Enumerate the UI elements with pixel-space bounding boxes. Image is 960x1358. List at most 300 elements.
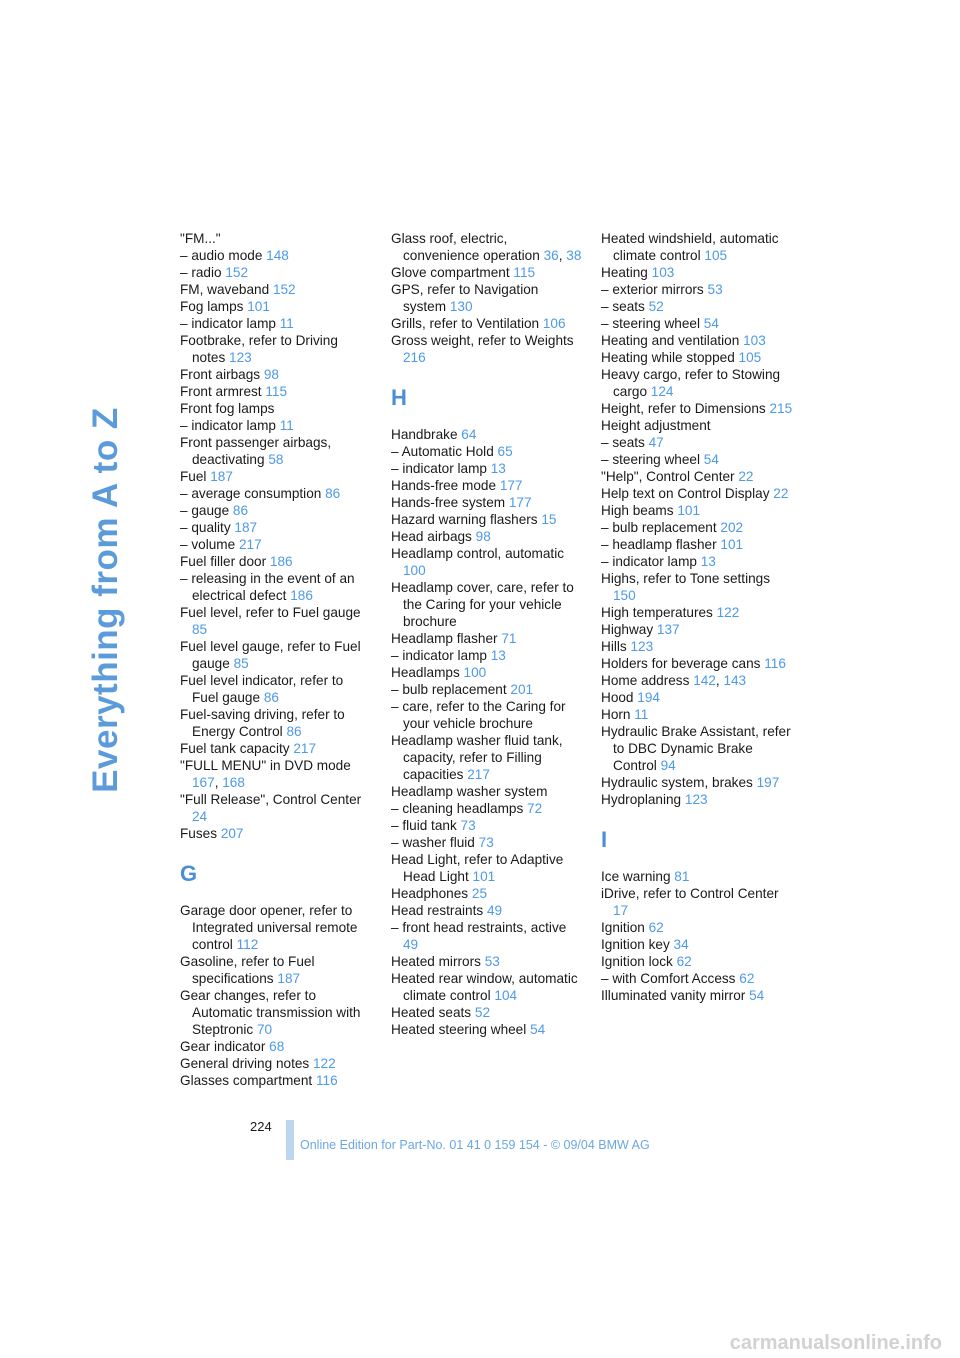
page-reference-link[interactable]: 207: [220, 826, 244, 841]
index-entry-text: – indicator lamp: [391, 648, 487, 663]
index-entry-text: Holders for beverage cans: [601, 656, 761, 671]
index-entry: [601, 434, 793, 451]
page-reference-link[interactable]: 177: [499, 478, 523, 493]
index-entry: [601, 281, 793, 298]
index-entry: [180, 298, 372, 315]
page-reference-link[interactable]: 94: [660, 758, 676, 773]
page-reference-link[interactable]: 72: [527, 801, 543, 816]
page-reference-link[interactable]: 13: [700, 554, 716, 569]
index-entry: [601, 655, 793, 672]
page-reference-link[interactable]: 123: [684, 792, 708, 807]
index-entry-text: – indicator lamp: [180, 316, 276, 331]
index-entry-text: – gauge: [180, 503, 230, 518]
page-reference-link[interactable]: 167: [192, 775, 215, 790]
page-reference-link[interactable]: 123: [630, 639, 654, 654]
index-entry: [180, 1055, 372, 1072]
index-entry-text: Fuel tank capacity: [180, 741, 290, 756]
page-reference-link[interactable]: 217: [238, 537, 262, 552]
index-entry-text: Hydraulic Brake Assistant, refer to DBC Dynamic Brake Control: [601, 724, 791, 773]
index-entry-text: – indicator lamp: [601, 554, 697, 569]
index-entry-text: – indicator lamp: [180, 418, 276, 433]
index-entry-text: Fuel level gauge, refer to Fuel gauge: [180, 639, 361, 671]
page-reference-link[interactable]: 122: [313, 1056, 336, 1071]
page-reference-link[interactable]: 81: [674, 869, 690, 884]
page-reference-link[interactable]: 194: [637, 690, 660, 705]
page-reference-link[interactable]: 34: [673, 937, 689, 952]
index-entry-text: Fuel level, refer to Fuel gauge: [180, 605, 361, 620]
index-entry-text: Heated seats: [391, 1005, 472, 1020]
index-entry: [180, 536, 372, 553]
page-reference-link[interactable]: 11: [279, 316, 294, 331]
index-entry: Home address 142, 143: [601, 673, 747, 688]
index-entry-text: Height adjustment: [601, 418, 711, 433]
index-entry-text: Glasses compartment: [180, 1073, 313, 1088]
page-reference-link[interactable]: 216: [403, 350, 426, 365]
page-reference-link[interactable]: 54: [749, 988, 765, 1003]
page-reference-link[interactable]: 186: [290, 588, 313, 603]
index-entry-text: Ignition lock: [601, 954, 673, 969]
index-entry-text: – headlamp flasher: [601, 537, 717, 552]
page-reference-link[interactable]: 115: [265, 384, 288, 399]
index-entry: [180, 332, 372, 366]
page-reference-link[interactable]: 143: [723, 673, 747, 688]
index-entry-text: Fuses: [180, 826, 218, 841]
index-entry: [601, 451, 793, 468]
index-entry-text: Front fog lamps: [180, 401, 275, 416]
index-entry: [391, 1021, 583, 1038]
index-entry-text: Ice warning: [601, 869, 671, 884]
page-reference-link[interactable]: 168: [222, 775, 245, 790]
index-entry-text: – steering wheel: [601, 316, 700, 331]
index-entry: [601, 774, 793, 791]
page-reference-link[interactable]: 116: [764, 656, 786, 671]
page-reference-link[interactable]: 22: [773, 486, 789, 501]
page-reference-link[interactable]: 24: [192, 809, 208, 824]
page-reference-link[interactable]: 36: [543, 248, 559, 263]
index-entry-text: Front passenger airbags, deactivating: [180, 435, 332, 467]
page-reference-link[interactable]: 148: [266, 248, 289, 263]
index-entry: [391, 315, 583, 332]
page-reference-link[interactable]: 187: [210, 469, 233, 484]
index-entry-text: – front head restraints, active: [391, 920, 567, 935]
index-entry: [391, 264, 583, 281]
index-entry-text: Gross weight, refer to Weights: [391, 333, 574, 348]
page-reference-link[interactable]: 54: [530, 1022, 546, 1037]
page-reference-link[interactable]: 25: [471, 886, 488, 901]
page-reference-link[interactable]: 101: [472, 869, 496, 884]
index-entry: [601, 417, 793, 434]
index-entry-text: Highway: [601, 622, 654, 637]
index-entry-text: Heated mirrors: [391, 954, 481, 969]
index-entry-text: – steering wheel: [601, 452, 700, 467]
page-reference-link[interactable]: 187: [277, 971, 301, 986]
index-entry: [180, 987, 372, 1038]
page-reference-link[interactable]: 112: [236, 937, 259, 952]
page-reference-link[interactable]: 201: [510, 682, 534, 697]
index-entry-text: Head Light, refer to Adaptive Head Light: [391, 852, 564, 884]
index-entry: [180, 740, 372, 757]
index-entry: [601, 723, 793, 774]
index-entry-text: – indicator lamp: [391, 461, 487, 476]
index-entry-text: Hood: [601, 690, 634, 705]
index-entry: [601, 536, 793, 553]
page-reference-link[interactable]: 202: [720, 520, 744, 535]
page-reference-link[interactable]: 47: [648, 435, 664, 450]
page-reference-link[interactable]: 123: [229, 350, 252, 365]
index-entry: [601, 706, 793, 723]
index-entry-text: Height, refer to Dimensions: [601, 401, 766, 416]
index-entry: [391, 579, 583, 630]
index-entry: [180, 604, 372, 638]
page-reference-link[interactable]: 217: [467, 767, 490, 782]
index-entry: [391, 332, 583, 366]
page-reference-link[interactable]: 98: [263, 367, 279, 382]
page-reference-link[interactable]: 103: [651, 265, 675, 280]
index-column-1: [180, 230, 372, 1089]
index-entry: [391, 919, 583, 953]
index-entry-text: – Automatic Hold: [391, 444, 494, 459]
index-entry-text: Heating while stopped: [601, 350, 735, 365]
index-entry-text: Hills: [601, 639, 627, 654]
index-entry: [391, 494, 583, 511]
page-reference-link[interactable]: 13: [490, 461, 506, 476]
index-entry: [180, 366, 372, 383]
index-entry-text: – bulb replacement: [601, 520, 717, 535]
index-entry-text: Heating: [601, 265, 648, 280]
index-entry-text: Gear indicator: [180, 1039, 266, 1054]
page-reference-link[interactable]: 85: [233, 656, 249, 671]
page-reference-link[interactable]: 11: [634, 707, 649, 722]
index-entry-text: iDrive, refer to Control Center: [601, 886, 779, 901]
page-reference-link[interactable]: 68: [269, 1039, 285, 1054]
index-entry: [601, 502, 793, 519]
index-entry: [391, 664, 583, 681]
index-entry: [601, 519, 793, 536]
index-entry-text: Hands-free mode: [391, 478, 497, 493]
page-reference-link[interactable]: 137: [656, 622, 680, 637]
page-reference-link[interactable]: 152: [225, 265, 249, 280]
index-entry-text: High beams: [601, 503, 674, 518]
index-entry-text: "FM...": [180, 231, 221, 246]
page-reference-link[interactable]: 86: [263, 690, 279, 705]
index-entry-text: Fuel filler door: [180, 554, 267, 569]
index-entry: [601, 868, 793, 885]
page-reference-link[interactable]: 105: [738, 350, 762, 365]
index-entry-text: FM, waveband: [180, 282, 270, 297]
index-entry-text: Highs, refer to Tone settings: [601, 571, 771, 586]
footer-bar: [286, 1120, 294, 1160]
index-entry: [391, 281, 583, 315]
index-entry-text: Hydroplaning: [601, 792, 682, 807]
page-reference-link[interactable]: 49: [486, 903, 503, 918]
index-entry-text: Headlamps: [391, 665, 460, 680]
index-entry: [391, 783, 583, 800]
index-entry: [601, 919, 793, 936]
index-entry-text: Front armrest: [180, 384, 262, 399]
index-entry: [180, 485, 372, 502]
index-entry-text: – audio mode: [180, 248, 263, 263]
page-reference-link[interactable]: 186: [269, 554, 293, 569]
index-column-3: [601, 230, 793, 1004]
index-entry: [391, 528, 583, 545]
index-entry: [601, 791, 793, 808]
page-reference-link[interactable]: 142: [693, 673, 716, 688]
index-entry-text: Fog lamps: [180, 299, 244, 314]
watermark: carmanualsonline.info: [729, 1332, 942, 1354]
index-entry: [601, 349, 793, 366]
footer-text: Online Edition for Part-No. 01 41 0 159 154 - © 09/04 BMW AG: [300, 1138, 650, 1152]
index-entry-text: Hands-free system: [391, 495, 506, 510]
index-entry: [180, 519, 372, 536]
index-entry-text: "Full Release", Control Center: [180, 792, 362, 807]
page-reference-link[interactable]: 197: [756, 775, 780, 790]
index-entry: [180, 791, 372, 825]
page-reference-link[interactable]: 217: [293, 741, 317, 756]
index-entry: [601, 885, 793, 919]
index-letter-heading: H: [391, 385, 407, 410]
index-entry-text: Heated rear window, automatic climate control: [391, 971, 578, 1003]
index-entry-text: Footbrake, refer to Driving notes: [180, 333, 338, 365]
page-reference-link[interactable]: 62: [676, 954, 692, 969]
index-entry: [391, 443, 583, 460]
page-reference-link[interactable]: 17: [613, 903, 629, 918]
index-entry-text: Home address: [601, 673, 690, 688]
index-entry-text: Head airbags: [391, 529, 472, 544]
page-reference-link[interactable]: 104: [494, 988, 518, 1003]
page-reference-link[interactable]: 73: [478, 835, 494, 850]
index-entry: [601, 987, 793, 1004]
page-reference-link[interactable]: 85: [192, 622, 208, 637]
page-reference-link[interactable]: 86: [286, 724, 302, 739]
index-entry-text: – care, refer to the Caring for your vehicle brochure: [391, 699, 566, 731]
index-entry-text: Heavy cargo, refer to Stowing cargo: [601, 367, 781, 399]
index-entry-text: Front airbags: [180, 367, 261, 382]
index-entry: [391, 817, 583, 834]
page-reference-link[interactable]: 105: [704, 248, 728, 263]
index-entry: [601, 604, 793, 621]
index-entry-text: Horn: [601, 707, 631, 722]
index-entry: [180, 247, 372, 264]
page-reference-link[interactable]: 101: [677, 503, 701, 518]
page-reference-link[interactable]: 187: [234, 520, 258, 535]
index-entry-text: – volume: [180, 537, 236, 552]
page-reference-link[interactable]: 11: [279, 418, 294, 433]
page-reference-link[interactable]: 101: [247, 299, 270, 314]
page-reference-link[interactable]: 54: [703, 452, 719, 467]
index-entry: [391, 681, 583, 698]
index-entry-text: – with Comfort Access: [601, 971, 736, 986]
index-entry: [601, 621, 793, 638]
index-entry: [391, 460, 583, 477]
page-reference-link[interactable]: 86: [325, 486, 341, 501]
index-entry: [391, 953, 583, 970]
index-entry-text: Headphones: [391, 886, 469, 901]
page-reference-link[interactable]: 15: [541, 512, 557, 527]
index-entry-text: Ignition key: [601, 937, 670, 952]
page-reference-link[interactable]: 100: [403, 563, 426, 578]
page-reference-link[interactable]: 130: [449, 299, 473, 314]
page-reference-link[interactable]: 53: [484, 954, 500, 969]
index-entry-text: – average consumption: [180, 486, 322, 501]
index-entry-text: Grills, refer to Ventilation: [391, 316, 540, 331]
index-entry-text: Gasoline, refer to Fuel specifications: [180, 954, 315, 986]
index-entry-text: Ignition: [601, 920, 645, 935]
index-entry: [601, 953, 793, 970]
page-reference-link[interactable]: 22: [738, 469, 754, 484]
index-entry: [180, 825, 372, 842]
index-entry: [601, 332, 793, 349]
page-reference-link[interactable]: 70: [257, 1022, 273, 1037]
page-reference-link[interactable]: 52: [648, 299, 664, 314]
page-reference-link[interactable]: 53: [707, 282, 723, 297]
index-entry: [180, 434, 372, 468]
index-entry-text: – washer fluid: [391, 835, 475, 850]
index-entry-text: Heated windshield, automatic climate control: [601, 231, 779, 263]
index-entry-text: Garage door opener, refer to Integrated universal remote control: [180, 903, 358, 952]
index-entry: [180, 417, 372, 434]
side-title: Everything from A to Z: [86, 407, 125, 793]
page-reference-link[interactable]: 65: [497, 444, 513, 459]
index-entry-text: – fluid tank: [391, 818, 457, 833]
index-entry-text: Hazard warning flashers: [391, 512, 538, 527]
page-reference-link[interactable]: 58: [268, 452, 284, 467]
index-entry-text: GPS, refer to Navigation system: [391, 282, 539, 314]
index-entry: [391, 970, 583, 1004]
index-entry: [391, 800, 583, 817]
page-reference-link[interactable]: 64: [461, 427, 477, 442]
page-reference-link[interactable]: 54: [703, 316, 719, 331]
page-reference-link[interactable]: 106: [542, 316, 566, 331]
index-entry: [180, 230, 372, 247]
index-entry: [391, 477, 583, 494]
index-entry: [601, 485, 793, 502]
index-letter-heading: I: [601, 827, 608, 852]
index-entry: [180, 400, 372, 417]
index-entry: [180, 1072, 372, 1089]
page-reference-link[interactable]: 116: [316, 1073, 338, 1088]
index-entry: [601, 230, 793, 264]
page-reference-link[interactable]: 86: [232, 503, 249, 518]
index-entry-text: Heating and ventilation: [601, 333, 740, 348]
index-entry: [601, 298, 793, 315]
index-entry-text: Handbrake: [391, 427, 458, 442]
index-entry-text: – quality: [180, 520, 231, 535]
index-entry-text: Headlamp cover, care, refer to the Caring for your vehicle brochure: [391, 580, 574, 629]
page-number: 224: [250, 1119, 272, 1134]
page-reference-link[interactable]: 62: [648, 920, 664, 935]
index-entry-text: "FULL MENU" in DVD mode: [180, 758, 351, 773]
page-reference-link[interactable]: 52: [474, 1005, 491, 1020]
index-entry: [180, 553, 372, 570]
index-entry-text: Hydraulic system, brakes: [601, 775, 753, 790]
index-entry: [180, 281, 372, 298]
index-entry-text: Glove compartment: [391, 265, 510, 280]
index-entry: [180, 638, 372, 672]
index-entry-text: – exterior mirrors: [601, 282, 704, 297]
index-entry: "FULL MENU" in DVD mode 167, 168: [180, 758, 351, 790]
page-reference-link[interactable]: 98: [475, 529, 491, 544]
index-entry-text: Fuel level indicator, refer to Fuel gauge: [180, 673, 344, 705]
index-entry-text: General driving notes: [180, 1056, 310, 1071]
page-reference-link[interactable]: 152: [272, 282, 296, 297]
index-entry: [180, 706, 372, 740]
index-entry-text: – radio: [180, 265, 222, 280]
page-reference-link[interactable]: 115: [513, 265, 536, 280]
index-entry: [180, 570, 372, 604]
index-entry-text: Headlamp washer system: [391, 784, 548, 799]
index-entry: [180, 953, 372, 987]
index-entry-text: – seats: [601, 435, 645, 450]
index-entry-text: Glass roof, electric, convenience operation: [391, 231, 540, 263]
index-entry-text: – cleaning headlamps: [391, 801, 524, 816]
index-entry: [180, 502, 372, 519]
index-entry: [391, 545, 583, 579]
page-reference-link[interactable]: 49: [403, 937, 419, 952]
index-entry-text: Head restraints: [391, 903, 484, 918]
index-entry: [180, 672, 372, 706]
page-reference-link[interactable]: 150: [613, 588, 636, 603]
index-entry: [180, 383, 372, 400]
index-entry: [601, 315, 793, 332]
index-entry-text: Gear changes, refer to Automatic transmission with Steptronic: [180, 988, 361, 1037]
index-entry: [391, 630, 583, 647]
index-entry-text: Illuminated vanity mirror: [601, 988, 746, 1003]
page-reference-link[interactable]: 38: [566, 248, 582, 263]
page-reference-link[interactable]: 13: [490, 648, 506, 663]
index-entry: [391, 885, 583, 902]
index-entry-text: Headlamp washer fluid tank, capacity, refer to Filling capacities: [391, 733, 563, 782]
page-reference-link[interactable]: 124: [650, 384, 674, 399]
page-reference-link[interactable]: 215: [769, 401, 793, 416]
index-entry-text: Heated steering wheel: [391, 1022, 527, 1037]
index-entry: [391, 851, 583, 885]
page-reference-link[interactable]: 101: [720, 537, 744, 552]
index-entry: [391, 647, 583, 664]
index-entry: [601, 689, 793, 706]
index-entry-text: – bulb replacement: [391, 682, 507, 697]
page-reference-link[interactable]: 100: [463, 665, 487, 680]
page-reference-link[interactable]: 103: [743, 333, 766, 348]
page-reference-link[interactable]: 122: [716, 605, 740, 620]
index-entry: [601, 366, 793, 400]
index-entry: [601, 570, 793, 604]
index-entry-text: Help text on Control Display: [601, 486, 770, 501]
index-entry: [601, 936, 793, 953]
index-entry: [180, 264, 372, 281]
page-reference-link[interactable]: 71: [501, 631, 517, 646]
index-entry: [601, 468, 793, 485]
index-entry: Glass roof, electric, convenience operation 36, 38: [391, 231, 582, 263]
index-entry-text: High temperatures: [601, 605, 713, 620]
page-reference-link[interactable]: 177: [508, 495, 532, 510]
index-entry-text: Fuel-saving driving, refer to Energy Control: [180, 707, 345, 739]
index-entry: [601, 264, 793, 281]
index-entry: [180, 468, 372, 485]
index-entry-text: Headlamp flasher: [391, 631, 498, 646]
page-reference-link[interactable]: 73: [460, 818, 476, 833]
index-entry: [391, 1004, 583, 1021]
index-entry: [601, 400, 793, 417]
index-entry: [391, 732, 583, 783]
index-entry-text: "Help", Control Center: [601, 469, 735, 484]
index-entry-text: – releasing in the event of an electrical defect: [180, 571, 355, 603]
index-entry: [180, 1038, 372, 1055]
index-letter-heading: G: [180, 861, 198, 886]
page-reference-link[interactable]: 62: [739, 971, 755, 986]
index-entry: [601, 638, 793, 655]
index-entry: [391, 698, 583, 732]
index-entry: [601, 553, 793, 570]
